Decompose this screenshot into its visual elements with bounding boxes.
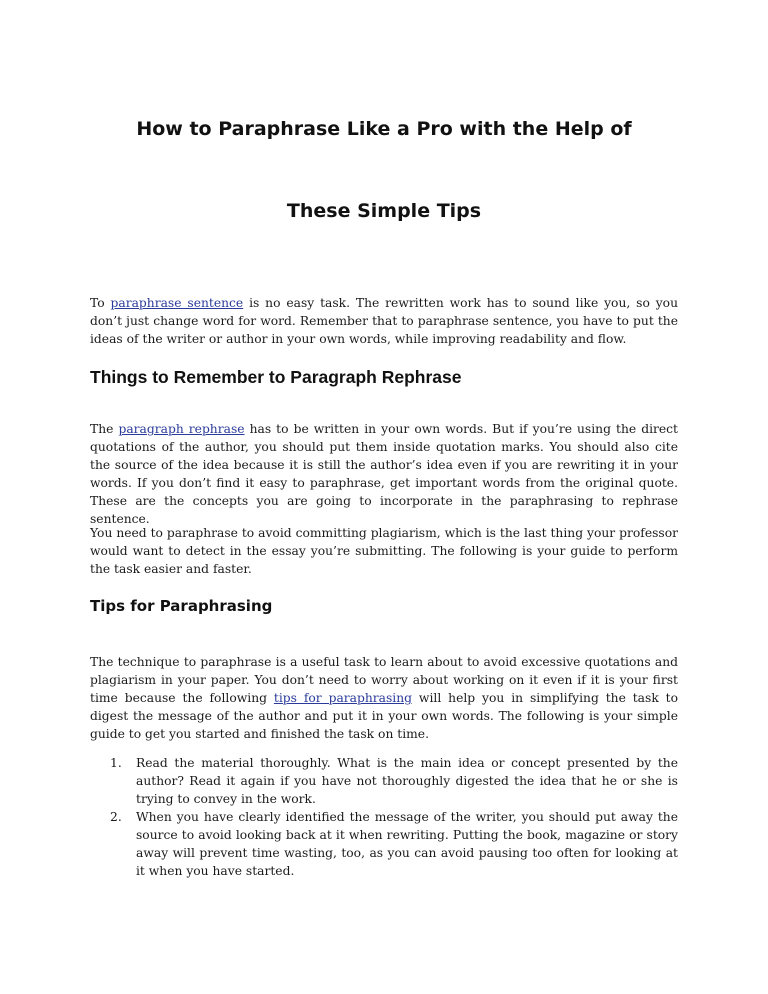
intro-text-end: is no easy task. The rewritten work has to sound like you, so you don’t just change word for word. Remember that to paraphrase sentence, you have to put the ideas of the writer or author in your own words, while improving readability and flow. [90,296,678,346]
section2-p1-text-start: The technique to paraphrase is a useful task to learn about to avoid excessive quotations and plagiarism in your paper. You don’t need to worry about working on it even if it is your first time because the following [90,655,678,705]
section2-p1-text-end: will help you in simplifying the task to digest the message of the author and put it in your own words. The following is your simple guide to get you started and finished the task on time. [90,691,679,741]
paraphrase-sentence-link[interactable]: paraphrase sentence [110,296,244,310]
list-item-text: Read the material thoroughly. What is the main idea or concept presented by the author? Read it again if you have not thoroughly digested the idea that he or she is trying to convey in the work. [136,756,678,806]
intro-paragraph [90,294,678,348]
paraphrasing-steps-list [90,754,678,880]
section1-p1-text-start: The [90,422,119,436]
section1-p1-text-end: has to be written in your own words. But if you’re using the direct quotations of the author, you should put them inside quotation marks. You should also cite the source of the idea because it is still the author’s idea even if you are rewriting it in your words. If you don’t find it easy to paraphrase, get important words from the original quote. These are the concepts you are going to incorporate in the paraphrasing to rephrase sentence. [90,422,678,526]
list-item [90,754,678,808]
section1-paragraph-1 [90,420,678,528]
intro-text-start: To [90,296,111,310]
paragraph-rephrase-link[interactable]: paragraph rephrase [118,422,245,436]
document-title-line-1: How to Paraphrase Like a Pro with the Help of [136,118,632,140]
list-item [90,808,678,880]
document-title-line-2: These Simple Tips [286,200,482,222]
section1-paragraph-2: You need to paraphrase to avoid committing plagiarism, which is the last thing your professor would want to detect in the essay you’re submitting. The following is your guide to perform the task easier and faster. [90,526,678,576]
list-item-number: 1. [110,756,122,770]
tips-for-paraphrasing-link[interactable]: tips for paraphrasing [273,691,413,705]
section-heading-things-to-remember: Things to Remember to Paragraph Rephrase [90,367,462,387]
list-item-number: 2. [110,810,122,824]
section2-paragraph-1 [90,653,678,743]
section-heading-tips-for-paraphrasing: Tips for Paraphrasing [90,597,273,615]
list-item-text: When you have clearly identified the message of the writer, you should put away the source to avoid looking back at it when rewriting. Putting the book, magazine or story away will prevent time wasting, too, as you can avoid pausing too often for looking at it when you have started. [136,810,678,878]
